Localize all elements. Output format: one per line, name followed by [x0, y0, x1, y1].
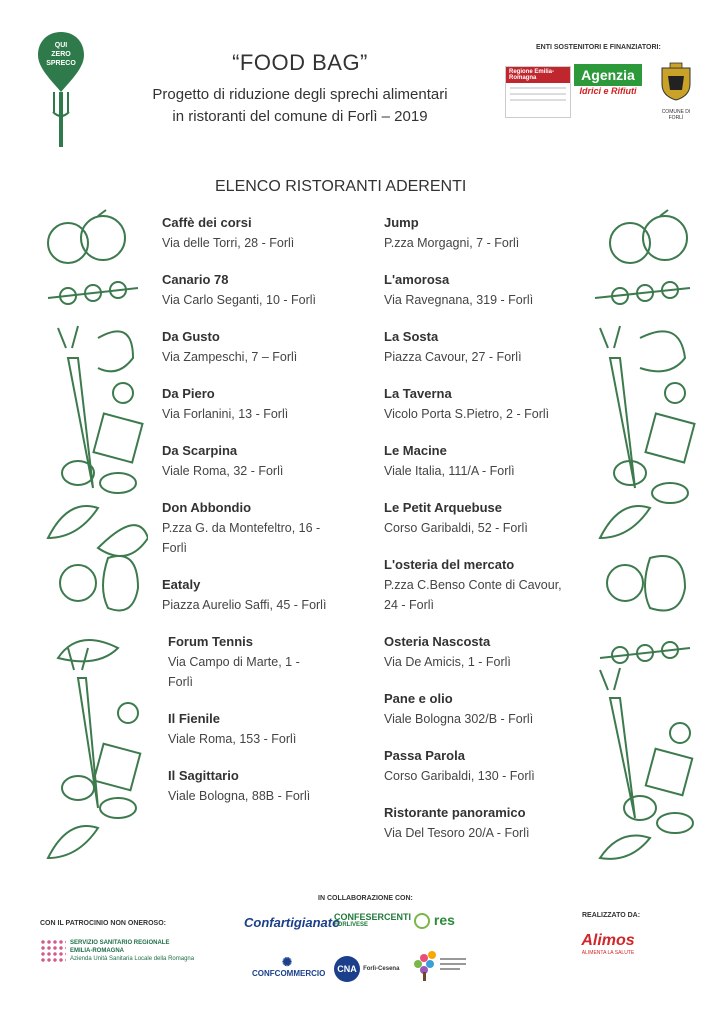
restaurants-right-column [384, 213, 584, 860]
regione-emilia-romagna-logo [505, 66, 571, 118]
restaurant-name: Da Gusto [162, 329, 220, 344]
restaurant-address: Corso Garibaldi, 130 - Forlì [384, 769, 535, 783]
logo-text-1: QUI [54, 42, 68, 49]
left-vegetable-illustration [38, 208, 148, 868]
restaurant-name: L'osteria del mercato [384, 557, 515, 572]
restaurant-entry [162, 766, 347, 806]
restaurant-entry [162, 384, 347, 424]
restaurant-name: Eataly [162, 577, 201, 592]
restaurant-entry [384, 327, 584, 367]
confesercenti-logo [334, 912, 412, 928]
restaurant-entry [384, 689, 584, 729]
agenzia-bottom: Idrici e Rifiuti [579, 86, 637, 96]
page-subtitle [120, 84, 480, 128]
agenzia-top: Agenzia [574, 64, 642, 86]
restaurant-entry [162, 213, 347, 253]
restaurant-name: Caffè dei corsi [162, 215, 252, 230]
restaurant-entry [384, 632, 584, 672]
restaurant-address: Via Del Tesoro 20/A - Forlì [384, 826, 530, 840]
restaurant-address: Piazza Aurelio Saffi, 45 - Forlì [162, 598, 327, 612]
sponsors-label: ENTI SOSTENITORI E FINANZIATORI: [536, 44, 661, 51]
restaurant-entry [384, 441, 584, 481]
restaurant-entry [162, 498, 347, 558]
restaurant-address: Via delle Torri, 28 - Forlì [162, 236, 295, 250]
restaurant-name: Da Scarpina [162, 443, 238, 458]
restaurant-address: Via De Amicis, 1 - Forlì [384, 655, 511, 669]
confesercenti-sub: FORLIVESE [334, 922, 369, 928]
res-logo [414, 912, 460, 929]
collab-label: IN COLLABORAZIONE CON: [318, 895, 413, 902]
res-circle-icon [414, 913, 430, 929]
ssr-line-3: Azienda Unità Sanitaria Locale della Romagna [70, 956, 195, 962]
restaurant-entry [384, 803, 584, 843]
restaurant-address: Via Ravegnana, 319 - Forlì [384, 293, 534, 307]
restaurant-address-line-2: Forlì [162, 541, 187, 555]
qui-zero-spreco-logo [36, 30, 86, 150]
restaurant-entry [162, 632, 347, 692]
restaurant-name: Le Macine [384, 443, 447, 458]
alimos-logo [578, 932, 638, 956]
restaurant-name: Pane e olio [384, 691, 453, 706]
restaurant-name: La Taverna [384, 386, 452, 401]
logo-text-3: SPRECO [46, 60, 76, 67]
restaurant-entry [384, 213, 584, 253]
restaurant-address: Corso Garibaldi, 52 - Forlì [384, 521, 528, 535]
restaurant-address: Viale Italia, 111/A - Forlì [384, 464, 515, 478]
restaurant-entry [162, 575, 347, 615]
restaurant-address: Vicolo Porta S.Pietro, 2 - Forlì [384, 407, 550, 421]
alimos-name: Alimos [581, 932, 635, 949]
res-name: res [433, 912, 455, 928]
restaurant-name: Don Abbondio [162, 500, 252, 515]
restaurant-address-line-2: 24 - Forlì [384, 598, 435, 612]
cna-sub: Forlì-Cesena [363, 966, 400, 973]
restaurant-entry [162, 441, 347, 481]
restaurant-entry [384, 498, 584, 538]
restaurant-address-line-2: Forlì [168, 675, 193, 689]
restaurant-name: Da Piero [162, 386, 215, 401]
patrocinio-label: CON IL PATROCINIO NON ONEROSO: [40, 920, 167, 927]
restaurant-name: Il Sagittario [168, 768, 239, 783]
comune-label: COMUNE DI FORLÌ [661, 109, 691, 121]
restaurant-entry [384, 270, 584, 310]
ssr-dots-icon [40, 939, 66, 963]
restaurant-name: Passa Parola [384, 748, 465, 763]
restaurant-address: Viale Bologna, 88B - Forlì [168, 789, 311, 803]
restaurant-address: Viale Roma, 32 - Forlì [162, 464, 284, 478]
subtitle-line-2: in ristoranti del comune di Forlì – 2019 [172, 108, 428, 125]
realizzato-label: REALIZZATO DA: [582, 912, 641, 919]
restaurant-address: Via Campo di Marte, 1 - [168, 655, 300, 669]
comune-forli-logo [654, 62, 698, 121]
restaurant-entry [162, 327, 347, 367]
right-vegetable-illustration [590, 208, 700, 868]
restaurant-address: P.zza Morgagni, 7 - Forlì [384, 236, 520, 250]
restaurant-name: Osteria Nascosta [384, 634, 491, 649]
servizio-sanitario-logo [40, 937, 200, 967]
cna-name: CNA [334, 956, 360, 982]
restaurant-entry [384, 746, 584, 786]
list-heading: ELENCO RISTORANTI ADERENTI [215, 178, 467, 195]
restaurant-address: Via Zampeschi, 7 – Forlì [162, 350, 298, 364]
restaurant-address: Piazza Cavour, 27 - Forlì [384, 350, 522, 364]
restaurant-entry [384, 555, 584, 615]
restaurant-entry [384, 384, 584, 424]
restaurant-name: Il Fienile [168, 711, 221, 726]
confcommercio-icon: ✺ [281, 955, 293, 969]
cna-logo [334, 956, 399, 982]
tree-logo-icon [410, 948, 470, 982]
restaurant-address: Viale Roma, 153 - Forlì [168, 732, 297, 746]
confcommercio-name: CONFCOMMERCIO [252, 969, 326, 978]
restaurant-name: Forum Tennis [168, 634, 253, 649]
restaurant-name: Ristorante panoramico [384, 805, 526, 820]
agenzia-logo [574, 64, 642, 110]
alimos-tag: ALIMENTA LA SALUTE [581, 950, 635, 956]
restaurant-address: P.zza G. da Montefeltro, 16 - [162, 521, 321, 535]
page-title: “FOOD BAG” [232, 50, 368, 75]
restaurant-name: L'amorosa [384, 272, 450, 287]
restaurant-name: Jump [384, 215, 419, 230]
confesercenti-name: CONFESERCENTI [334, 912, 412, 922]
restaurant-entry [162, 709, 347, 749]
restaurants-left-column [162, 213, 347, 823]
restaurant-name: Canario 78 [162, 272, 229, 287]
restaurant-address: P.zza C.Benso Conte di Cavour, [384, 578, 562, 592]
ssr-line-1: SERVIZIO SANITARIO REGIONALE [70, 940, 170, 946]
confartigianato-logo: Confartigianato [244, 915, 341, 930]
logo-text-2: ZERO [51, 51, 71, 58]
regione-label: Regione Emilia-Romagna [506, 67, 570, 83]
restaurant-address: Via Forlanini, 13 - Forlì [162, 407, 289, 421]
subtitle-line-1: Progetto di riduzione degli sprechi alimentari [152, 86, 448, 103]
restaurant-name: La Sosta [384, 329, 439, 344]
restaurant-entry [162, 270, 347, 310]
coat-of-arms-icon [658, 62, 694, 102]
restaurant-name: Le Petit Arquebuse [384, 500, 502, 515]
restaurant-address: Viale Bologna 302/B - Forlì [384, 712, 534, 726]
ssr-line-2: EMILIA-ROMAGNA [70, 948, 124, 954]
confcommercio-logo [252, 955, 326, 978]
restaurant-address: Via Carlo Seganti, 10 - Forlì [162, 293, 317, 307]
